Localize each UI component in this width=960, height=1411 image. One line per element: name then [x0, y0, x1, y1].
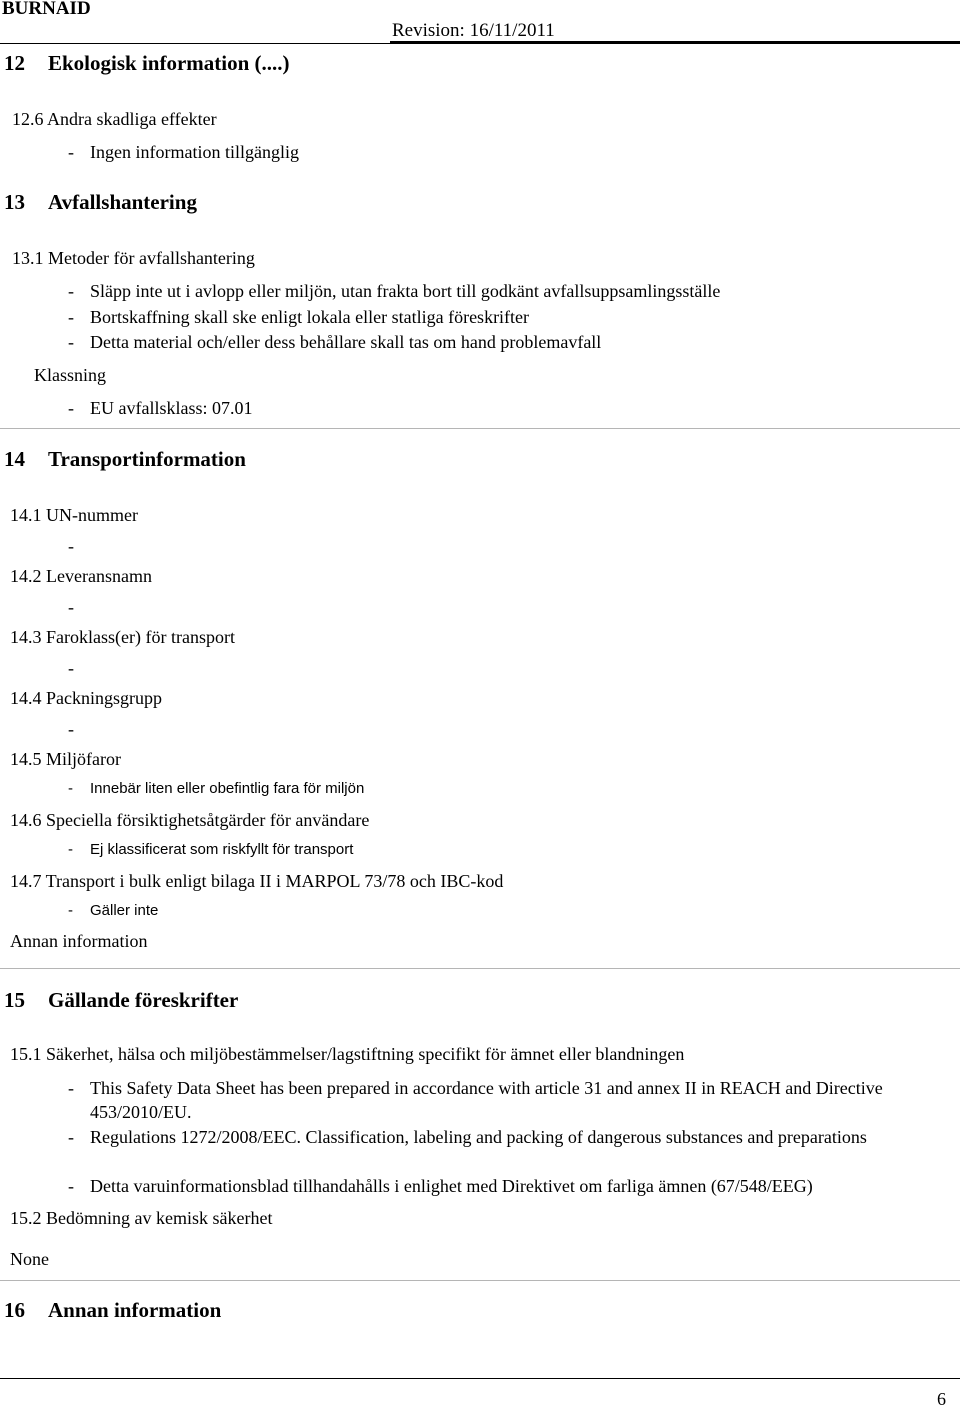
section-title-text: Transportinformation [48, 447, 246, 471]
section-title-text: Gällande föreskrifter [48, 988, 239, 1012]
section-16-title [4, 1298, 221, 1323]
revision-date: Revision: 16/11/2011 [392, 20, 555, 41]
dash-bullet: - [68, 902, 73, 919]
annan-information-label: Annan information [10, 931, 148, 951]
section-title-text: Avfallshantering [48, 190, 197, 214]
list-item [68, 398, 252, 419]
section-number: 15 [4, 988, 25, 1012]
list-item [68, 841, 353, 858]
list-item-text: Detta varuinformationsblad tillhandahålls i enlighet med Direktivet om farliga ämnen (67/548/EEG) [90, 1176, 813, 1196]
dash-bullet: - [68, 142, 74, 162]
section-divider [0, 428, 960, 429]
list-item-text: This Safety Data Sheet has been prepared in accordance with article 31 and annex II in REACH and Directive 453/2010/EU. [90, 1078, 883, 1122]
subsection-15-2: 15.2 Bedömning av kemisk säkerhet [10, 1208, 273, 1228]
list-item [68, 780, 364, 797]
subsection-14-2: 14.2 Leveransnamn [10, 566, 152, 586]
subsection-14-1: 14.1 UN-nummer [10, 505, 138, 525]
dash-bullet: - [68, 1176, 74, 1196]
value-14-4: - [68, 719, 74, 739]
klassning-label: Klassning [34, 365, 106, 385]
value-15-2: None [10, 1249, 49, 1269]
list-item-text: Regulations 1272/2008/EEC. Classification, labeling and packing of dangerous substances and preparations [90, 1127, 867, 1147]
subsection-13-1: 13.1 Metoder för avfallshantering [12, 248, 255, 268]
header-rule-left [0, 43, 390, 44]
value-14-1: - [68, 536, 74, 556]
section-number: 14 [4, 447, 25, 471]
section-number: 13 [4, 190, 25, 214]
list-item [68, 1174, 898, 1198]
dash-bullet: - [68, 1127, 74, 1147]
list-item-text: Ej klassificerat som riskfyllt för transport [90, 841, 354, 858]
subsection-12-6: 12.6 Andra skadliga effekter [12, 109, 217, 129]
section-title-text: Annan information [48, 1298, 222, 1322]
dash-bullet: - [68, 398, 74, 418]
footer-rule [0, 1378, 960, 1379]
subsection-15-1: 15.1 Säkerhet, hälsa och miljöbestämmelser/lagstiftning specifikt för ämnet eller blandningen [10, 1044, 685, 1064]
subsection-14-4: 14.4 Packningsgrupp [10, 688, 162, 708]
section-divider [0, 1280, 960, 1281]
dash-bullet: - [68, 841, 73, 858]
list-item-text: Släpp inte ut i avlopp eller miljön, utan frakta bort till godkänt avfallsuppsamlingsställe [90, 281, 721, 301]
list-item-text: Detta material och/eller dess behållare skall tas om hand problemavfall [90, 332, 602, 352]
dash-bullet: - [68, 281, 74, 301]
list-item-text: Innebär liten eller obefintlig fara för miljön [90, 780, 365, 797]
page-number: 6 [937, 1389, 946, 1409]
section-number: 16 [4, 1298, 25, 1322]
subsection-14-5: 14.5 Miljöfaror [10, 749, 121, 769]
section-15-title [4, 988, 238, 1013]
dash-bullet: - [68, 1078, 74, 1098]
dash-bullet: - [68, 780, 73, 797]
dash-bullet: - [68, 307, 74, 327]
list-item [68, 281, 720, 302]
section-14-title [4, 447, 246, 472]
section-divider [0, 968, 960, 969]
list-item [68, 307, 529, 328]
value-14-3: - [68, 658, 74, 678]
section-title-text: Ekologisk information (....) [48, 51, 290, 75]
dash-bullet: - [68, 332, 74, 352]
section-number: 12 [4, 51, 25, 75]
list-item-text: Bortskaffning skall ske enligt lokala eller statliga föreskrifter [90, 307, 530, 327]
section-12-title [4, 51, 290, 76]
value-14-2: - [68, 597, 74, 617]
list-item [68, 1125, 898, 1149]
list-item [68, 1076, 898, 1124]
section-13-title [4, 190, 197, 215]
subsection-14-3: 14.3 Faroklass(er) för transport [10, 627, 235, 647]
list-item-text: Gäller inte [90, 902, 159, 919]
list-item-text: Ingen information tillgänglig [90, 142, 299, 162]
list-item [68, 142, 299, 163]
subsection-14-7: 14.7 Transport i bulk enligt bilaga II i MARPOL 73/78 och IBC-kod [10, 871, 504, 891]
list-item [68, 332, 601, 353]
list-item [68, 902, 158, 919]
brand-name: BURNAID [2, 0, 91, 19]
header-rule [390, 41, 960, 44]
subsection-14-6: 14.6 Speciella försiktighetsåtgärder för användare [10, 810, 370, 830]
list-item-text: EU avfallsklass: 07.01 [90, 398, 253, 418]
